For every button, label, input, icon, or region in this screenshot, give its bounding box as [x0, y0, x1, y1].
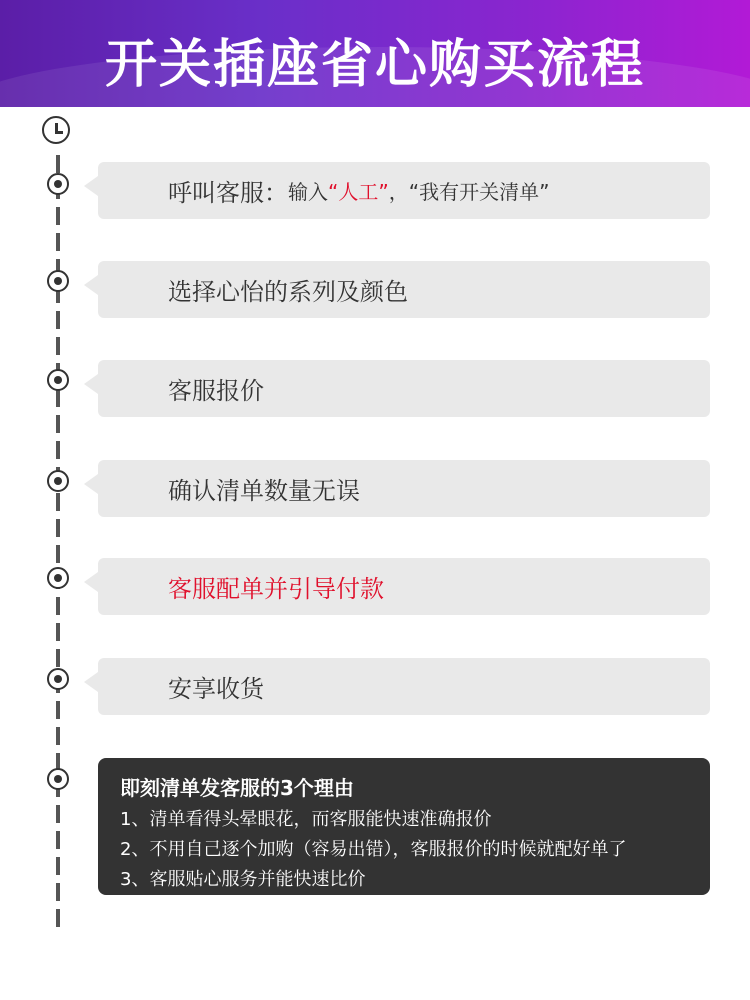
timeline-dot-icon	[47, 668, 69, 690]
step-card-2	[98, 261, 710, 318]
timeline-dot-icon	[47, 567, 69, 589]
reasons-title: 即刻清单发客服的3个理由	[120, 776, 354, 800]
step-label: 确认清单数量无误	[168, 477, 360, 505]
timeline-dot-icon	[47, 173, 69, 195]
timeline-dot-icon	[47, 768, 69, 790]
step-keyword-list: “我有开关清单”	[408, 180, 550, 204]
step-label: 呼叫客服：	[168, 179, 288, 207]
reason-item: 1、清单看得头晕眼花，而客服能快速准确报价	[120, 809, 492, 830]
step-separator: ，	[388, 180, 409, 204]
step-label: 客服报价	[168, 377, 264, 405]
page-title: 开关插座省心购买流程	[104, 35, 645, 95]
step-card-1	[98, 162, 710, 219]
timeline-dot-icon	[47, 270, 69, 292]
header-banner	[0, 0, 750, 107]
reason-item: 3、客服贴心服务并能快速比价	[120, 869, 366, 890]
step-keyword-human: “人工”	[328, 180, 389, 204]
timeline-dot-icon	[47, 369, 69, 391]
step-card-3	[98, 360, 710, 417]
step-card-6	[98, 658, 710, 715]
step-label: 客服配单并引导付款	[168, 575, 384, 603]
timeline-dot-icon	[47, 470, 69, 492]
step-prefix: 输入	[288, 180, 328, 204]
step-label: 选择心怡的系列及颜色	[168, 278, 408, 306]
reasons-card	[98, 758, 710, 895]
step-card-4	[98, 460, 710, 517]
step-card-5	[98, 558, 710, 615]
step-label: 安享收货	[168, 675, 264, 703]
clock-icon	[42, 116, 70, 144]
reason-item: 2、不用自己逐个加购（容易出错），客服报价的时候就配好单了	[120, 839, 627, 860]
